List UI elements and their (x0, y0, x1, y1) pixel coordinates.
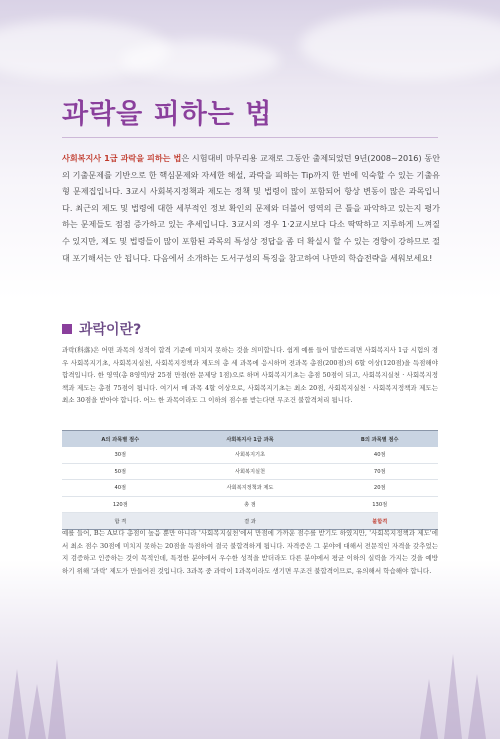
table-cell: 20점 (321, 480, 438, 497)
section-title: 과락이란? (79, 322, 142, 338)
table-cell: 120점 (62, 496, 179, 513)
background-tree (48, 659, 66, 739)
background-tree (420, 679, 438, 739)
section-heading (62, 320, 141, 338)
table-row (62, 480, 438, 497)
example-paragraph: 예를 들어, B는 A보다 총점이 높음 뿐만 아니라 '사회복지실천'에서 만점에 가까운 점수를 받기도 하였지만, '사회복지정책과 제도'에서 최소 점수 30점에 미치지 못하는 20점을 득점하여 결국 불합격하게 됩니다. 자격증은 그 분야에 대해서 전문적인 자격을 갖추었는지 검증하고 인증하는 것이 목적인데, 특정한 분야에서 우수한 성적을 받더라도 다른 분야에서 평균 이하의 실력을 가지는 것을 예방하기 위해 '과락' 제도가 만들어진 것입니다. 3과목 중 과락이 1과목이라도 생기면 무조건 불합격이므로, 유의해서 학습해야 합니다. (62, 529, 438, 575)
intro-text: 은 시험대비 마무리용 교재로 그동안 출제되었던 9년(2008~2016) 동안의 기출문제를 기반으로 한 핵심문제와 자세한 해설, 과락을 피하는 Tip까지 한 번에 익숙할 수 있는 기출유형 문제집입니다. 3교시 사회복지정책과 제도는 정책 및 법령이 많이 포함되어 항상 변동이 많은 과목입니다. 최근의 제도 및 법령에 대한 세부적인 정보 확인의 문제와 더불어 영역의 큰 틀을 파악하고 있는지 평가하는 문제들도 점점 증가하고 있는 추세입니다. 3교시의 경우 1·2교시보다 다소 딱딱하고 지루하게 느껴질 수 있지만, 제도 및 법령들이 많이 포함된 과목의 특성상 정답을 좀 더 확실시 할 수 있는 경향이 강하므로 절대 포기해서는 안 됩니다. 다음에서 소개하는 도서구성의 특징을 참고하여 나만의 학습전략을 세워보세요! (62, 153, 441, 263)
table-cell: 총 점 (179, 496, 322, 513)
table-cell: 사회복지실천 (179, 463, 322, 480)
table-cell: 사회복지정책과 제도 (179, 480, 322, 497)
table-header-cell: A의 과목별 점수 (62, 431, 179, 448)
table-cell: 40점 (321, 447, 438, 463)
table-row (62, 463, 438, 480)
background-tree (468, 674, 486, 739)
background-cloud (300, 10, 500, 80)
table-cell: 70점 (321, 463, 438, 480)
table-cell: 사회복지기초 (179, 447, 322, 463)
score-table (62, 430, 438, 530)
square-bullet-icon (62, 324, 72, 334)
table-cell: 30점 (62, 447, 179, 463)
background-cloud (120, 40, 280, 80)
table-cell: 50점 (62, 463, 179, 480)
title-divider (62, 137, 438, 138)
table-header-cell: B의 과목별 점수 (321, 431, 438, 448)
intro-highlight: 사회복지사 1급 과락을 피하는 법 (62, 153, 182, 163)
table-cell: 40점 (62, 480, 179, 497)
result-label-cell: 결 과 (179, 513, 322, 530)
result-cell-a: 합 격 (62, 513, 179, 530)
intro-paragraph (62, 150, 440, 266)
table-row (62, 447, 438, 463)
background-tree (28, 684, 46, 739)
background-tree (8, 669, 26, 739)
table-header-row (62, 431, 438, 448)
table-header-cell: 사회복지사 1급 과목 (179, 431, 322, 448)
definition-paragraph: 과락(科落)은 어떤 과목의 성적이 합격 기준에 미치지 못하는 것을 의미합니다. 쉽게 예를 들어 말씀드리면 사회복지사 1급 시험의 경우 사회복지기초, 사회복지실천, 사회복지정책과 제도의 총 세 과목에 응시하며 전과목 총점(200점)의 6할 이상(120점)을 득점해야 합격입니다. 한 영역(총 8영역)당 25점 만점(한 문제당 1점)으로 하며 사회복지기초는 총점 50점이 되고, 사회복지실천 · 사회복지정책과 제도는 총점 75점이 됩니다. 여기서 매 과목 4할 이상으로, 사회복지기초는 최소 20점, 사회복지실천 · 사회복지정책과 제도는 최소 30점을 받아야 합니다. 어느 한 과목이라도 그 이하의 점수를 받는다면 무조건 불합격처리 됩니다. (62, 346, 438, 405)
background-tree (444, 654, 462, 739)
page-title: 과락을 피하는 법 (62, 99, 273, 130)
table-row (62, 496, 438, 513)
table-cell: 130점 (321, 496, 438, 513)
result-cell-b: 불합격 (321, 513, 438, 530)
